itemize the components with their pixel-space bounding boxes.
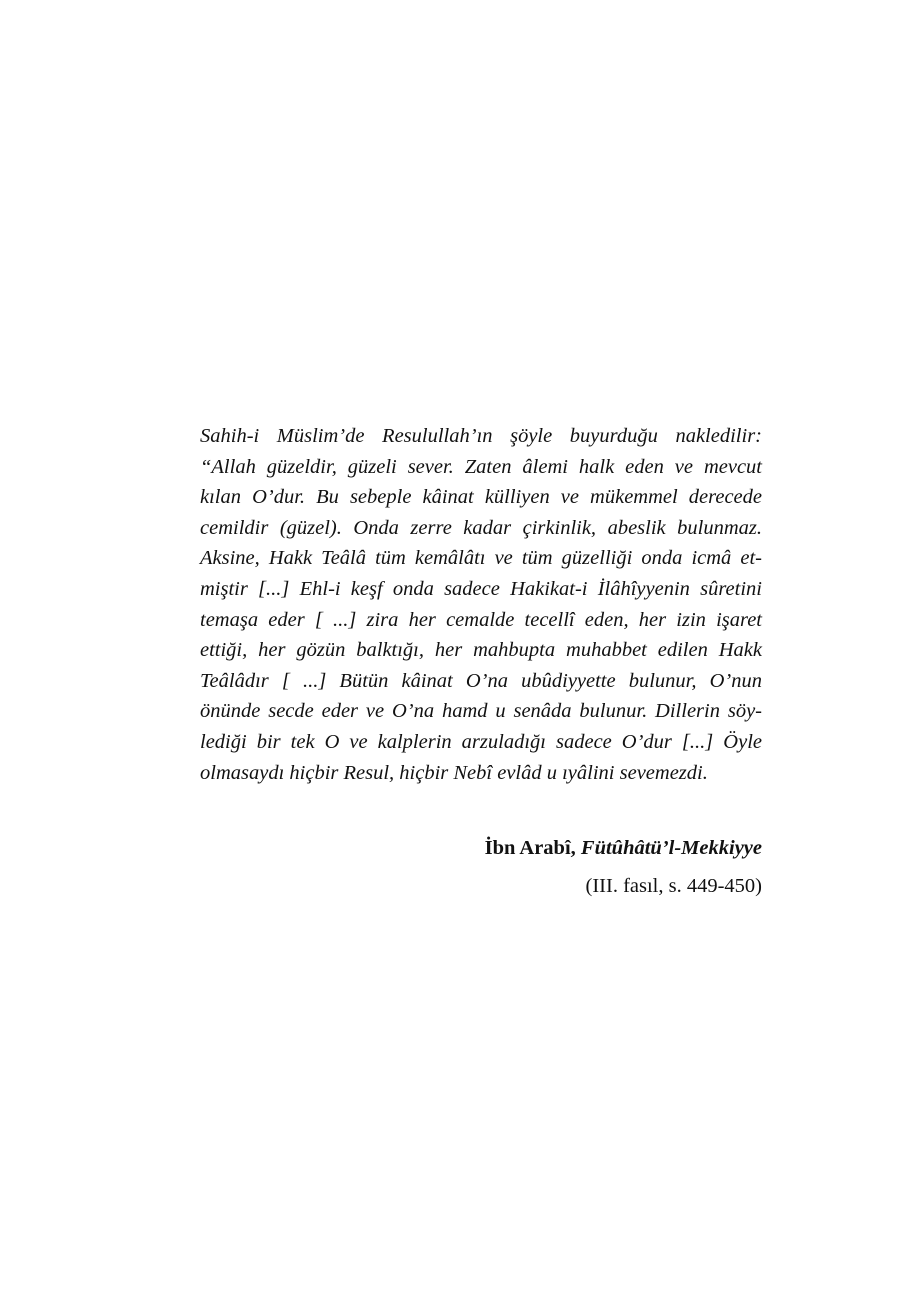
quote-line: temaşa eder [ ...] zira her cemalde tecellî eden, her izin işaret	[200, 608, 762, 631]
attribution	[485, 832, 762, 864]
author-name: İbn Arabî,	[484, 837, 576, 859]
work-title: Fütûhâtü’l-Mekkiyye	[580, 837, 762, 859]
quote-line: Teâlâdır [ ...] Bütün kâinat O’na ubûdiyyette bulunur, O’nun	[200, 669, 762, 692]
quote-line: lediği bir tek O ve kalplerin arzuladığı sadece O’dur [...] Öyle	[200, 730, 762, 753]
quote-line: Sahih-i Müslim’de Resulullah’ın şöyle buyurduğu nakledilir:	[200, 425, 762, 447]
quote-line: olmasaydı hiçbir Resul, hiçbir Nebî evlâd u ıyâlini sevemezdi.	[200, 761, 708, 784]
source-reference: (III. fasıl, s. 449-450)	[585, 875, 762, 897]
quote-line: önünde secde eder ve O’na hamd u senâda bulunur. Dillerin söy-	[200, 700, 762, 723]
quote-line: ettiği, her gözün balktığı, her mahbupta muhabbet edilen Hakk	[200, 639, 762, 662]
quote-line: “Allah güzeldir, güzeli sever. Zaten âlemi halk eden ve mevcut	[200, 455, 762, 478]
quote-block	[200, 421, 762, 788]
quote-line: miştir [...] Ehl-i keşf onda sadece Hakikat-i İlâhîyyenin sûretini	[200, 577, 762, 600]
quote-line: cemildir (güzel). Onda zerre kadar çirkinlik, abeslik bulunmaz.	[200, 516, 762, 539]
quote-line: Aksine, Hakk Teâlâ tüm kemâlâtı ve tüm güzelliği onda icmâ et-	[200, 547, 762, 570]
quote-line: kılan O’dur. Bu sebeple kâinat külliyen ve mükemmel derecede	[200, 486, 762, 509]
